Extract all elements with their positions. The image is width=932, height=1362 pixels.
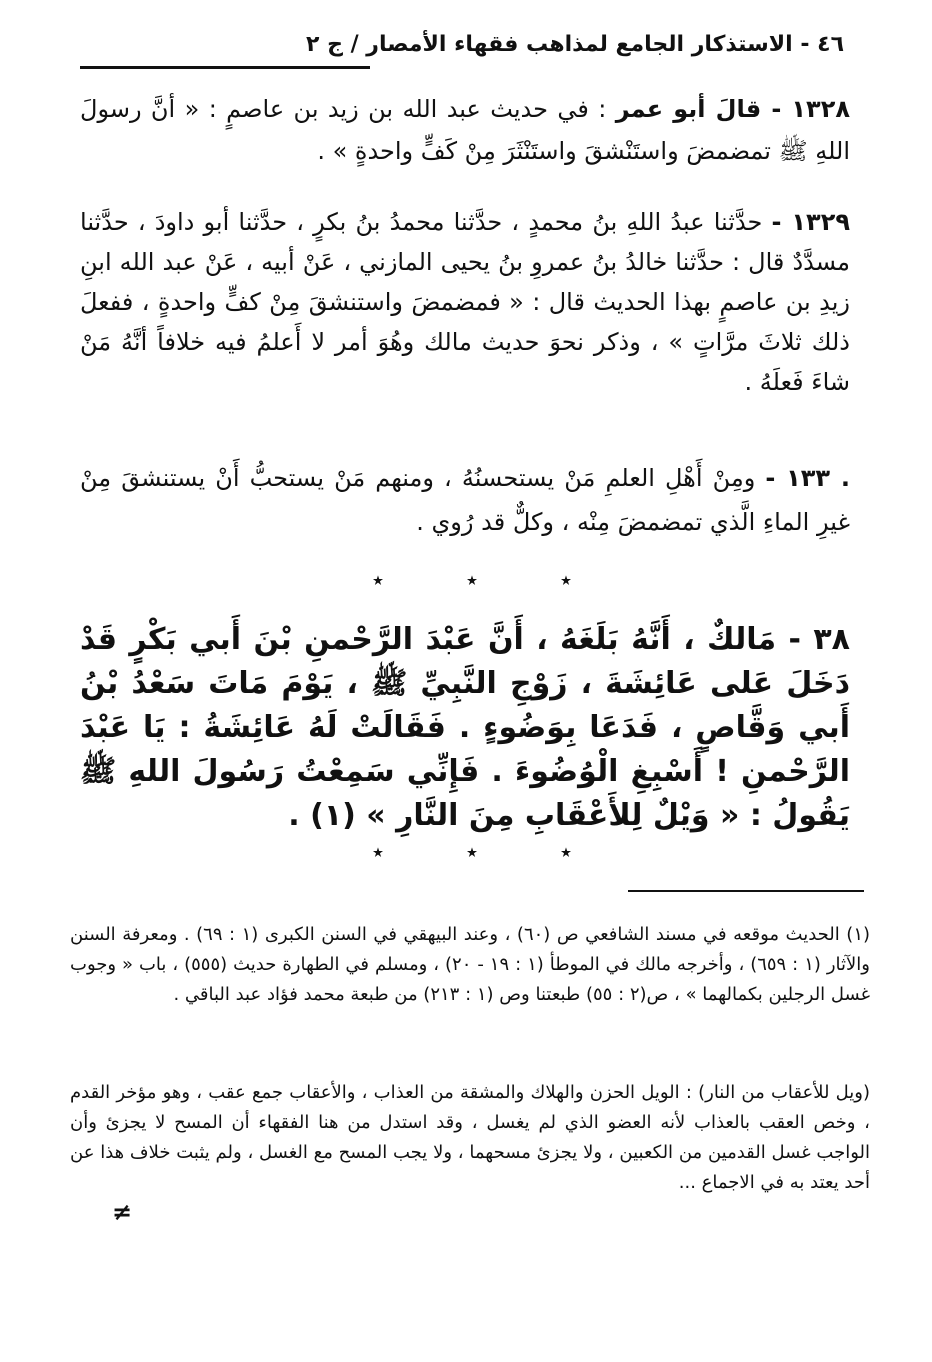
footnote-text: (١) الحديث موقعه في مسند الشافعي ص (٦٠) ، وعند البيهقي في السنن الكبرى (١ : ٦٩) . ومعرفة السنن والآثار (١ : ٦٥٩) ، وأخرجه مالك في الموطأ (١ : ١٩ - ٢٠) ، ومسلم في الطهارة حديث (٥٥٥) ، باب « وجوب غسل الرجلين بكمالهما » ، ص(٢ : ٥٥) طبعتنا وص (١ : ٢١٣) من طبعة محمد فؤاد عبد الباقي .: [70, 924, 871, 1005]
star-ornament-icon: ٭: [466, 840, 478, 865]
star-ornament-icon: ٭: [372, 568, 384, 593]
page-turn-mark: ≠: [112, 1198, 133, 1226]
star-ornament-icon: ٭: [560, 840, 572, 865]
paragraph-text: : في حديث عبد الله بن زيد بن عاصمٍ : « أنَّ رسولَ اللهِ ﷺ تمضمضَ واستَنْشقَ واستَنْثَرَ مِنْ كَفٍّ واحدةٍ » .: [80, 95, 850, 165]
hadith-38: [80, 618, 850, 838]
paragraph-number: . ١٣٣ -: [765, 464, 850, 492]
footnote-1: [70, 920, 870, 1010]
footnote-rule: [628, 890, 864, 892]
paragraph-text: حدَّثنا عبدُ اللهِ بنُ محمدٍ ، حدَّثنا محمدُ بنُ بكرٍ ، حدَّثنا أبو داودَ ، حدَّثنا مسدَّدٌ قال : حدَّثنا خالدُ بنُ عمروِ بنُ يحيى المازني ، عَنْ أبيه ، عَنْ عبد الله ابنِ زيدِ بن عاصمٍ بهذا الحديث قال : « فمضمضَ واستنشقَ مِنْ كفٍّ واحدةٍ ، ففعلَ ذلك ثلاثَ مرَّاتٍ » ، وذكر نحوَ حديث مالك وهُوَ أمر لا أَعلمُ فيه خلافاً أنَّهُ مَنْ شاءَ فَعلَهُ .: [80, 208, 850, 396]
running-header: ٤٦ - الاستذكار الجامع لمذاهب فقهاء الأمصار / ج ٢: [305, 32, 844, 57]
star-ornament-icon: ٭: [372, 840, 384, 865]
section-separator: [372, 840, 572, 865]
hadith-number: ٣٨ -: [788, 622, 850, 657]
paragraph-1330: [80, 456, 850, 544]
footnote-text: (ويل للأعقاب من النار) : الويل الحزن والهلاك والمشقة من العذاب ، والأعقاب جمع عقب ، وهو مؤخر القدم ، وخص العقب بالعذاب لأنه العضو الذي لم يغسل ، وقد استدل من هنا الفقهاء أن المسح لا يجزئ وأن الواجب غسل القدمين من الكعبين ، ولا يجزئ مسحهما ، ولا يجب المسح مع الغسل ، ولم يثبت خلاف هذا عن أحد يعتد به في الاجماع ...: [70, 1082, 870, 1193]
hadith-text: مَالكٌ ، أَنَّهُ بَلَغَهُ ، أَنَّ عَبْدَ الرَّحْمنِ بْنَ أَبي بَكْرٍ قَدْ دَخَلَ عَلى عَائِشَةَ ، زَوْجِ النَّبِيِّ ﷺ ، يَوْمَ مَاتَ سَعْدُ بْنُ أَبي وَقَّاصٍ ، فَدَعَا بِوَضُوءٍ . فَقَالَتْ لَهُ عَائِشَةُ : يَا عَبْدَ الرَّحْمنِ ! أَسْبِغِ الْوُضُوءَ . فَإِنِّي سَمِعْتُ رَسُولَ اللهِ ﷺ يَقُولُ : « وَيْلٌ لِلأَعْقَابِ مِنَ النَّارِ » (١) .: [80, 622, 850, 833]
header-rule: [80, 66, 370, 69]
paragraph-1328: [80, 88, 850, 172]
star-ornament-icon: ٭: [466, 568, 478, 593]
section-separator: [372, 568, 572, 593]
paragraph-text: ومِنْ أَهْلِ العلمِ مَنْ يستحسنُهُ ، ومنهم مَنْ يستحبُّ أَنْ يستنشقَ مِنْ غيرِ الماءِ الَّذي تمضمضَ مِنْه ، وكلٌّ قد رُوي .: [80, 464, 850, 536]
paragraph-number: ١٣٢٨ - قالَ أبو عمر: [615, 95, 850, 123]
paragraph-1329: [80, 202, 850, 402]
footnote-2: [70, 1078, 870, 1198]
star-ornament-icon: ٭: [560, 568, 572, 593]
paragraph-number: ١٣٢٩ -: [771, 208, 850, 236]
